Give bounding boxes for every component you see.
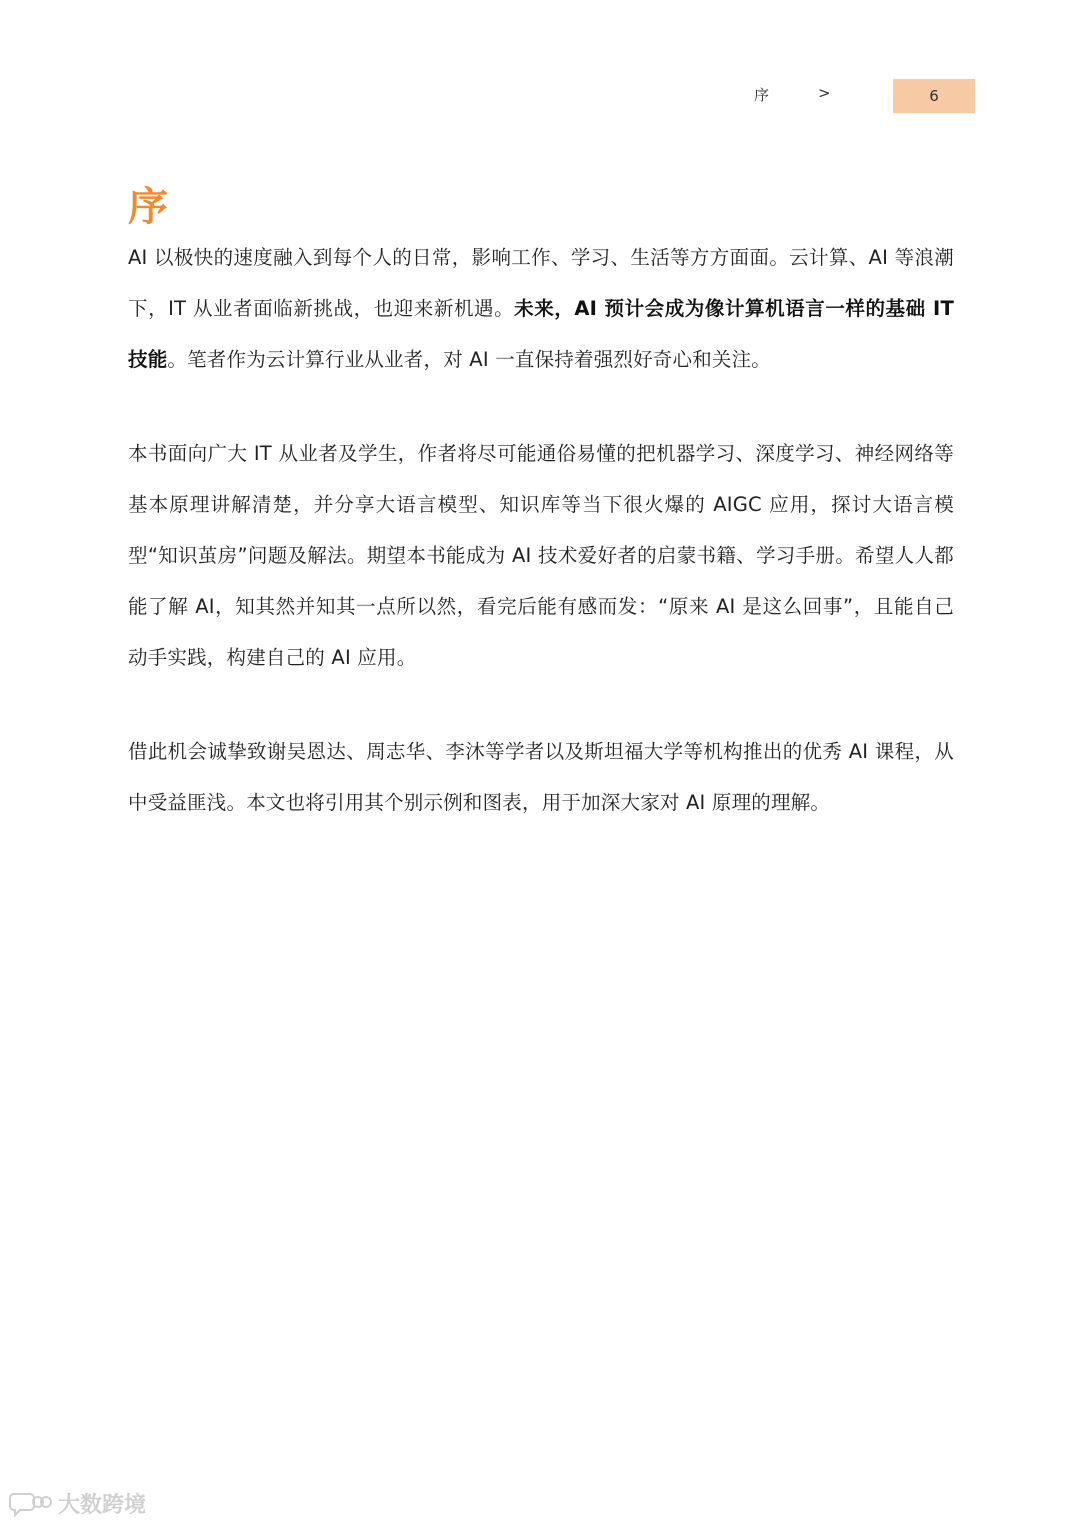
page-title: 序 xyxy=(128,183,168,230)
paragraph-audience: 本书面向广大 IT 从业者及学生，作者将尽可能通俗易懂的把机器学习、深度学习、神经网络等基本原理讲解清楚，并分享大语言模型、知识库等当下很火爆的 AIGC 应用，探讨大语言模型“知识茧房”问题及解法。期望本书能成为 AI 技术爱好者的启蒙书籍、学习手册。希望人人都能了解 AI，知其然并知其一点所以然，看完后能有感而发：“原来 AI 是这么回事”，且能自己动手实践，构建自己的 AI 应用。 xyxy=(128,442,954,669)
watermark xyxy=(8,1488,146,1519)
body-content xyxy=(128,232,954,828)
page-number-badge xyxy=(893,79,975,113)
watermark-text: 大数跨境 xyxy=(58,1493,147,1518)
paragraph-intro xyxy=(128,232,954,385)
header-separator: > xyxy=(818,84,831,102)
paragraph-acknowledgement: 借此机会诚挚致谢吴恩达、周志华、李沐等学者以及斯坦福大学等机构推出的优秀 AI 课程，从中受益匪浅。本文也将引用其个别示例和图表，用于加深大家对 AI 原理的理解。 xyxy=(128,740,954,814)
chat-bubble-logo-icon xyxy=(8,1490,52,1518)
page-number: 6 xyxy=(929,87,939,105)
paragraph-intro-text: AI 以极快的速度融入到每个人的日常，影响工作、学习、生活等方方面面。云计算、AI 等浪潮下，IT 从业者面临新挑战，也迎来新机遇。 xyxy=(128,246,954,320)
header-breadcrumb: 序 xyxy=(754,86,770,104)
paragraph-intro-tail: 。笔者作为云计算行业从业者，对 AI 一直保持着强烈好奇心和关注。 xyxy=(167,348,771,371)
paragraph-intro-bold: 未来，AI 预计会成为像计算机语言一样的基础 IT 技能 xyxy=(128,297,955,371)
